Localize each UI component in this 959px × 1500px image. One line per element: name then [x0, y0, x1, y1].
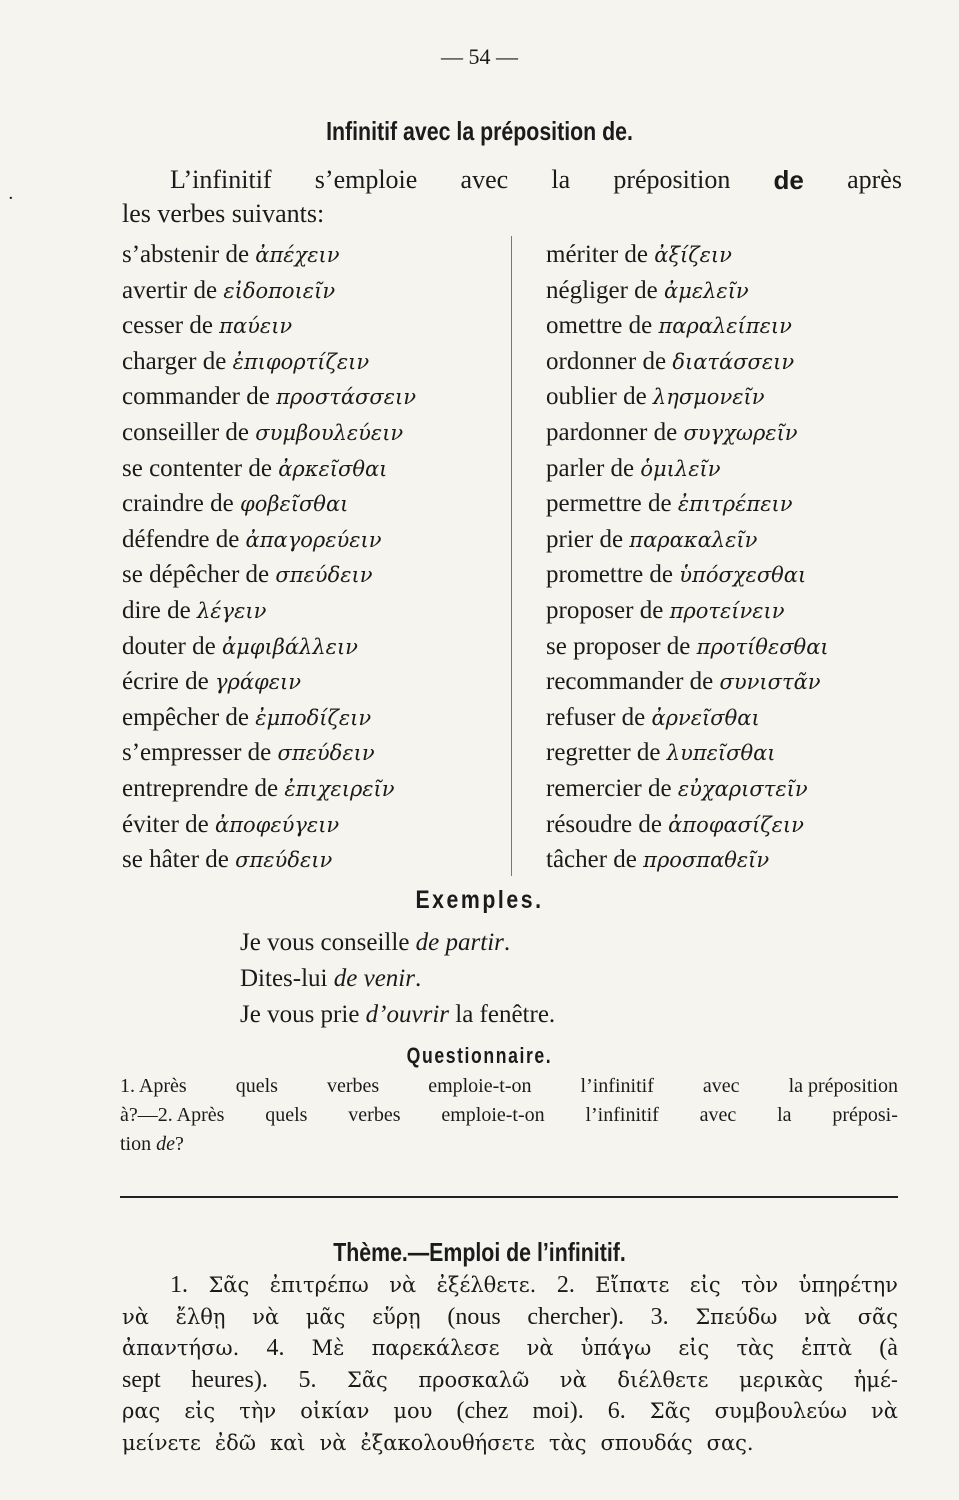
- word: ἐδῶ: [214, 1430, 256, 1455]
- french-verb: ordonner de: [546, 347, 667, 375]
- verb-entry: [122, 273, 502, 309]
- word: νὰ: [122, 1304, 149, 1329]
- word: 5.: [298, 1366, 317, 1393]
- theme-line: [122, 1396, 898, 1428]
- theme-line: [122, 1365, 898, 1397]
- word: σπουδάς: [600, 1430, 693, 1455]
- greek-verb: προτίθεσθαι: [696, 634, 829, 659]
- verb-entry: [546, 522, 926, 558]
- questionnaire-text: [120, 1072, 898, 1159]
- french-verb: mériter de: [546, 241, 649, 268]
- word: νὰ: [526, 1336, 554, 1360]
- word: ἑπτὰ: [801, 1336, 853, 1360]
- greek-verb: ἐμποδίζειν: [255, 705, 372, 730]
- french-verb: se hâter de: [122, 846, 229, 874]
- greek-verb: λυπεῖσθαι: [666, 741, 776, 766]
- word: 1. Après: [120, 1075, 187, 1097]
- word: καὶ: [269, 1430, 306, 1455]
- greek-verb: σπεύδειν: [275, 563, 373, 588]
- greek-verb: ἀρνεῖσθαι: [651, 705, 760, 730]
- french-verb: charger de: [122, 347, 227, 375]
- french-verb: empêcher de: [122, 703, 250, 731]
- verb-entry: [122, 700, 502, 736]
- word: εἰς: [184, 1399, 216, 1423]
- verb-entry: [122, 557, 502, 593]
- word: νὰ: [252, 1304, 280, 1329]
- verb-entry: [122, 486, 502, 522]
- word: τὰς: [736, 1336, 774, 1360]
- bold-de: de: [773, 165, 804, 195]
- verb-entry: [546, 593, 926, 629]
- word: la: [777, 1104, 792, 1126]
- word: παρεκάλεσε: [371, 1336, 500, 1360]
- word: Σπεύδω: [695, 1304, 778, 1329]
- word: (nous: [447, 1303, 501, 1330]
- french-verb: écrire de: [122, 668, 209, 696]
- verb-entry: [122, 664, 502, 700]
- word: 4.: [266, 1335, 285, 1361]
- theme-line: [122, 1302, 898, 1334]
- verb-entry: [546, 379, 926, 415]
- word: τὸν: [741, 1273, 779, 1297]
- french-verb: promettre de: [546, 561, 674, 589]
- word: verbes: [348, 1104, 401, 1126]
- column-divider: [511, 236, 512, 876]
- word: νὰ: [319, 1430, 347, 1455]
- greek-verb: σπεύδειν: [277, 741, 375, 766]
- word: οἰκίαν: [300, 1399, 370, 1423]
- theme-line: [122, 1333, 898, 1365]
- greek-verb: διατάσσειν: [672, 349, 795, 374]
- greek-verb: ἀπαγορεύειν: [245, 527, 382, 552]
- word: εἰς: [689, 1273, 721, 1297]
- verb-entry: [122, 237, 502, 273]
- intro-line-1: L’infinitif s’emploie avec la préposition de après: [170, 165, 902, 195]
- word: σας.: [706, 1430, 754, 1455]
- word: préposi-: [832, 1104, 898, 1126]
- word: ἀπαντήσω.: [122, 1336, 240, 1360]
- question-line: [120, 1101, 898, 1130]
- word: Σᾶς: [649, 1399, 691, 1423]
- word: νὰ: [389, 1273, 417, 1297]
- greek-verb: εὐχαριστεῖν: [677, 776, 808, 801]
- verb-entry: [122, 379, 502, 415]
- greek-verb: ὑπόσχεσθαι: [679, 563, 807, 588]
- example-line: Dites-lui de venir.: [240, 965, 422, 992]
- verb-entry: [122, 522, 502, 558]
- word: διέλθετε: [617, 1367, 709, 1392]
- word: verbes: [326, 1075, 380, 1097]
- french-verb: avertir de: [122, 276, 218, 304]
- word: νὰ: [804, 1304, 832, 1329]
- word: (chez: [456, 1398, 509, 1424]
- page-number: — 54 —: [441, 44, 518, 69]
- verb-entry: [122, 807, 502, 843]
- word: l’infinitif: [585, 1104, 659, 1126]
- french-verb: oublier de: [546, 383, 647, 411]
- greek-verb: προτείνειν: [669, 598, 785, 623]
- theme-title: Thème.—Emploi de l’infinitif.: [333, 1237, 626, 1267]
- verb-entry: [546, 344, 926, 380]
- verb-entry: [122, 842, 502, 878]
- verb-entry: [122, 308, 502, 344]
- word: ἐπιτρέπω: [269, 1273, 369, 1297]
- word: 3.: [650, 1303, 669, 1330]
- intro-paragraph: [122, 163, 902, 231]
- greek-verb: προσπαθεῖν: [643, 848, 770, 873]
- question-line: tion de?: [120, 1133, 184, 1155]
- greek-verb: ἀπέχειν: [255, 243, 340, 267]
- verb-entry: [122, 344, 502, 380]
- word: ὑπηρέτην: [798, 1273, 898, 1297]
- word: emploie-t-on: [428, 1075, 532, 1097]
- word: ἡμέ-: [853, 1367, 898, 1392]
- theme-line: [122, 1270, 898, 1302]
- greek-verb: λησμονεῖν: [652, 385, 765, 410]
- greek-verb: συγχωρεῖν: [683, 420, 798, 445]
- greek-verb: ἀποφασίζειν: [668, 812, 804, 837]
- word: avec: [699, 1104, 737, 1126]
- word: νὰ: [871, 1399, 898, 1423]
- french-verb: regretter de: [546, 739, 661, 767]
- word: quels: [265, 1104, 308, 1126]
- margin-mark: ·: [8, 188, 14, 209]
- french-verb: recommander de: [546, 668, 714, 696]
- verb-entry: [546, 842, 926, 878]
- greek-verb: προστάσσειν: [276, 385, 416, 410]
- verb-entry: [122, 415, 502, 451]
- greek-verb: ἀποφεύγειν: [215, 812, 340, 837]
- section-heading: Infinitif avec la préposition de.: [326, 116, 633, 146]
- word: à?—2. Après: [120, 1104, 225, 1126]
- word: Εἴπατε: [595, 1273, 670, 1297]
- french-verb: défendre de: [122, 525, 240, 553]
- french-verb: s’abstenir de: [122, 241, 250, 268]
- greek-verb: λέγειν: [196, 598, 267, 623]
- french-verb: omettre de: [546, 312, 653, 340]
- word: μᾶς: [305, 1304, 346, 1329]
- french-verb: s’empresser de: [122, 739, 272, 767]
- verb-entry: [546, 557, 926, 593]
- greek-verb: ὁμιλεῖν: [640, 456, 721, 481]
- greek-verb: ἀμφιβάλλειν: [221, 634, 358, 659]
- intro-line-2: les verbes suivants:: [122, 199, 325, 228]
- verb-entry: [546, 237, 926, 273]
- verb-list-left: [122, 237, 502, 878]
- french-verb: douter de: [122, 632, 216, 660]
- greek-verb: παρακαλεῖν: [629, 527, 758, 552]
- word: quels: [235, 1075, 278, 1097]
- word: Σᾶς: [208, 1273, 250, 1297]
- verb-list-right: [546, 237, 926, 878]
- word: ἐξακολουθήσετε: [360, 1430, 535, 1455]
- word: ὑπάγω: [580, 1336, 652, 1360]
- theme-exercise: [122, 1270, 898, 1459]
- french-verb: commander de: [122, 383, 270, 411]
- word: τὴν: [239, 1399, 277, 1423]
- greek-verb: ἀξίζειν: [654, 243, 732, 267]
- verb-entry: [546, 273, 926, 309]
- french-verb: permettre de: [546, 490, 672, 518]
- greek-verb: παύειν: [219, 314, 293, 339]
- greek-verb: ἐπιτρέπειν: [677, 492, 793, 517]
- question-line: [120, 1072, 898, 1101]
- verb-entry: [546, 735, 926, 771]
- verb-entry: [546, 664, 926, 700]
- greek-verb: ἀρκεῖσθαι: [278, 456, 388, 481]
- french-verb: se proposer de: [546, 632, 691, 660]
- word: l’infinitif: [580, 1075, 654, 1097]
- verb-entry: [122, 593, 502, 629]
- word: sept: [122, 1366, 161, 1393]
- verb-entry: [122, 629, 502, 665]
- word: μερικὰς: [738, 1367, 824, 1392]
- french-verb: éviter de: [122, 810, 209, 838]
- word: 2.: [556, 1272, 575, 1298]
- word: chercher).: [527, 1303, 624, 1330]
- french-verb: cesser de: [122, 312, 213, 340]
- greek-verb: συμβουλεύειν: [255, 420, 404, 445]
- greek-verb: ἀμελεῖν: [664, 278, 749, 303]
- word: ἔλθῃ: [175, 1304, 226, 1329]
- greek-verb: φοβεῖσθαι: [239, 492, 349, 517]
- examples-title: Exemples.: [415, 886, 544, 914]
- french-verb: entreprendre de: [122, 774, 279, 802]
- greek-verb: σπεύδειν: [235, 848, 333, 873]
- example-line: Je vous prie d’ouvrir la fenêtre.: [240, 1001, 556, 1028]
- example-line: Je vous conseille de partir.: [240, 929, 511, 956]
- word: emploie-t-on: [441, 1104, 545, 1126]
- french-verb: prier de: [546, 525, 624, 553]
- greek-verb: συνιστᾶν: [719, 670, 821, 695]
- greek-verb: ἐπιφορτίζειν: [232, 349, 370, 374]
- word: Σᾶς: [347, 1367, 388, 1392]
- verb-entry: [546, 415, 926, 451]
- verb-entry: [546, 451, 926, 487]
- french-verb: refuser de: [546, 703, 646, 731]
- word: νὰ: [559, 1367, 587, 1392]
- word: Μὲ: [311, 1336, 345, 1360]
- greek-verb: εἰδοποιεῖν: [223, 278, 336, 303]
- word: avec: [702, 1075, 740, 1097]
- word: τὰς: [548, 1430, 587, 1455]
- verb-entry: [546, 700, 926, 736]
- verb-entry: [546, 807, 926, 843]
- verb-entry: [546, 629, 926, 665]
- verb-entry: [122, 771, 502, 807]
- word: ἐξέλθετε.: [436, 1273, 537, 1297]
- french-verb: négliger de: [546, 276, 658, 304]
- word: (à: [879, 1335, 898, 1361]
- french-verb: dire de: [122, 596, 191, 624]
- french-verb: tâcher de: [546, 846, 637, 874]
- french-verb: se dépêcher de: [122, 561, 270, 589]
- word: ρας: [122, 1399, 161, 1423]
- word: συμβουλεύω: [714, 1399, 847, 1423]
- questionnaire-title: Questionnaire.: [406, 1043, 553, 1068]
- greek-verb: ἐπιχειρεῖν: [284, 776, 395, 801]
- greek-verb: παραλείπειν: [658, 314, 792, 339]
- word: la préposition: [788, 1075, 898, 1097]
- word: μου: [393, 1399, 433, 1423]
- verb-entry: [546, 308, 926, 344]
- french-verb: craindre de: [122, 490, 234, 518]
- french-verb: parler de: [546, 454, 635, 482]
- word: 1.: [170, 1272, 188, 1298]
- french-verb: remercier de: [546, 774, 672, 802]
- word: 6.: [607, 1398, 626, 1424]
- verb-entry: [546, 771, 926, 807]
- word: προσκαλῶ: [418, 1367, 530, 1392]
- verb-entry: [122, 451, 502, 487]
- word: εὕρῃ: [372, 1304, 421, 1329]
- word: σᾶς: [857, 1304, 898, 1329]
- theme-line: [122, 1428, 898, 1460]
- french-verb: proposer de: [546, 596, 664, 624]
- verb-entry: [122, 735, 502, 771]
- french-verb: résoudre de: [546, 810, 662, 838]
- word: moi).: [532, 1398, 584, 1424]
- word: εἰς: [678, 1336, 710, 1360]
- verb-entry: [546, 486, 926, 522]
- french-verb: pardonner de: [546, 418, 678, 446]
- french-verb: se contenter de: [122, 454, 272, 482]
- greek-verb: γράφειν: [214, 670, 302, 695]
- word: μείνετε: [122, 1430, 201, 1455]
- french-verb: conseiller de: [122, 418, 250, 446]
- horizontal-rule: [120, 1196, 898, 1198]
- word: heures).: [191, 1366, 268, 1393]
